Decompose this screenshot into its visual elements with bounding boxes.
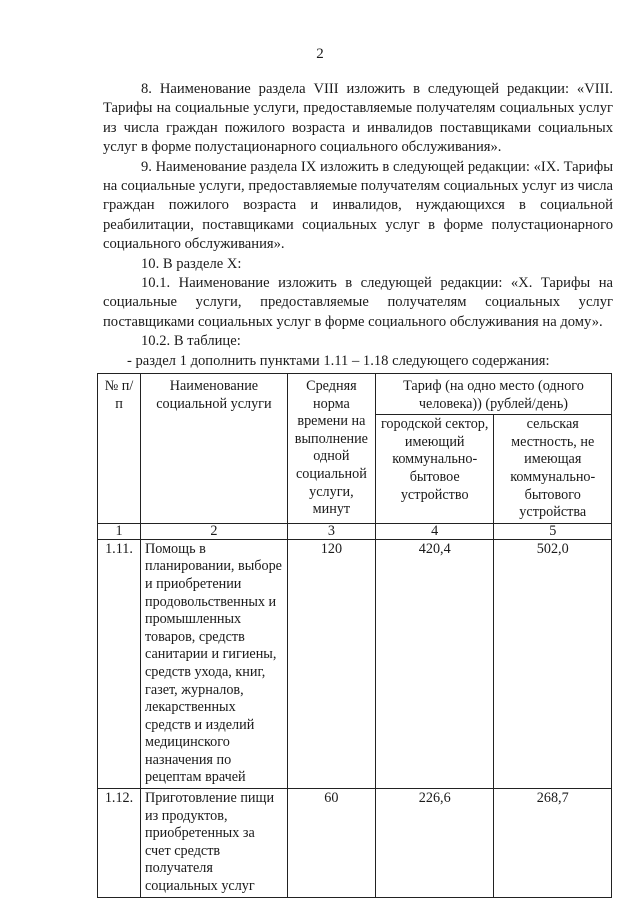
row-city: 420,4 — [375, 539, 494, 788]
tariff-table — [97, 373, 612, 898]
document-body — [103, 80, 613, 371]
header-tariff: Тариф (на одно место (одного человека)) (рублей/день) — [375, 374, 611, 415]
table-row — [98, 789, 612, 898]
row-norm: 60 — [287, 789, 375, 898]
page-number: 2 — [316, 46, 324, 62]
row-num: 1.12. — [98, 789, 141, 898]
column-index: 3 — [287, 523, 375, 539]
row-rural: 268,7 — [494, 789, 612, 898]
column-index: 1 — [98, 523, 141, 539]
row-name: Помощь в планировании, выборе и приобретении продовольственных и промышленных товаров, средств санитарии и гигиены, средств ухода, книг, газет, журналов, лекарственных средств и изделий медицинского назначения по рецептам врачей — [141, 539, 288, 788]
column-index: 2 — [141, 523, 288, 539]
row-name: Приготовление пищи из продуктов, приобретенных за счет средств получателя социальных услуг — [141, 789, 288, 898]
column-index: 4 — [375, 523, 494, 539]
paragraph-9: 9. Наименование раздела IX изложить в следующей редакции: «IX. Тарифы на социальные услуги, предоставляемые получателям социальных услуг из числа граждан пожилого возраста и инвалидов, нуждающихся в социальной реабилитации, поставщиками социальных услуг в форме полустационарного социального обслуживания». — [103, 158, 613, 253]
header-name: Наименование социальной услуги — [141, 374, 288, 524]
row-rural: 502,0 — [494, 539, 612, 788]
column-index: 5 — [494, 523, 612, 539]
paragraph-10: 10. В разделе X: — [141, 255, 242, 272]
paragraph-8: 8. Наименование раздела VIII изложить в следующей редакции: «VIII. Тарифы на социальные услуги, предоставляемые получателям социальных услуг из числа граждан пожилого возраста и инвалидов поставщиками социальных услуг в форме полустационарного социального обслуживания». — [103, 81, 613, 156]
header-rural: сельская местность, не имеющая коммунально-бытового устройства — [494, 415, 612, 524]
paragraph-10-1: 10.1. Наименование изложить в следующей редакции: «X. Тарифы на социальные услуги, предоставляемые получателям социальных услуг поставщиками социальных услуг в форме социального обслуживания на дому». — [103, 275, 613, 330]
row-num: 1.11. — [98, 539, 141, 788]
header-norm: Средняя норма времени на выполнение одной социальной услуги, минут — [287, 374, 375, 524]
paragraph-10-2-note: - раздел 1 дополнить пунктами 1.11 – 1.18 следующего содержания: — [127, 352, 550, 369]
paragraph-10-2: 10.2. В таблице: — [141, 333, 241, 350]
header-num: № п/п — [98, 374, 141, 524]
table-header-row — [98, 374, 612, 415]
row-norm: 120 — [287, 539, 375, 788]
table-row — [98, 539, 612, 788]
header-city: городской сектор, имеющий коммунально-бытовое устройство — [375, 415, 494, 524]
table-index-row — [98, 523, 612, 539]
row-city: 226,6 — [375, 789, 494, 898]
